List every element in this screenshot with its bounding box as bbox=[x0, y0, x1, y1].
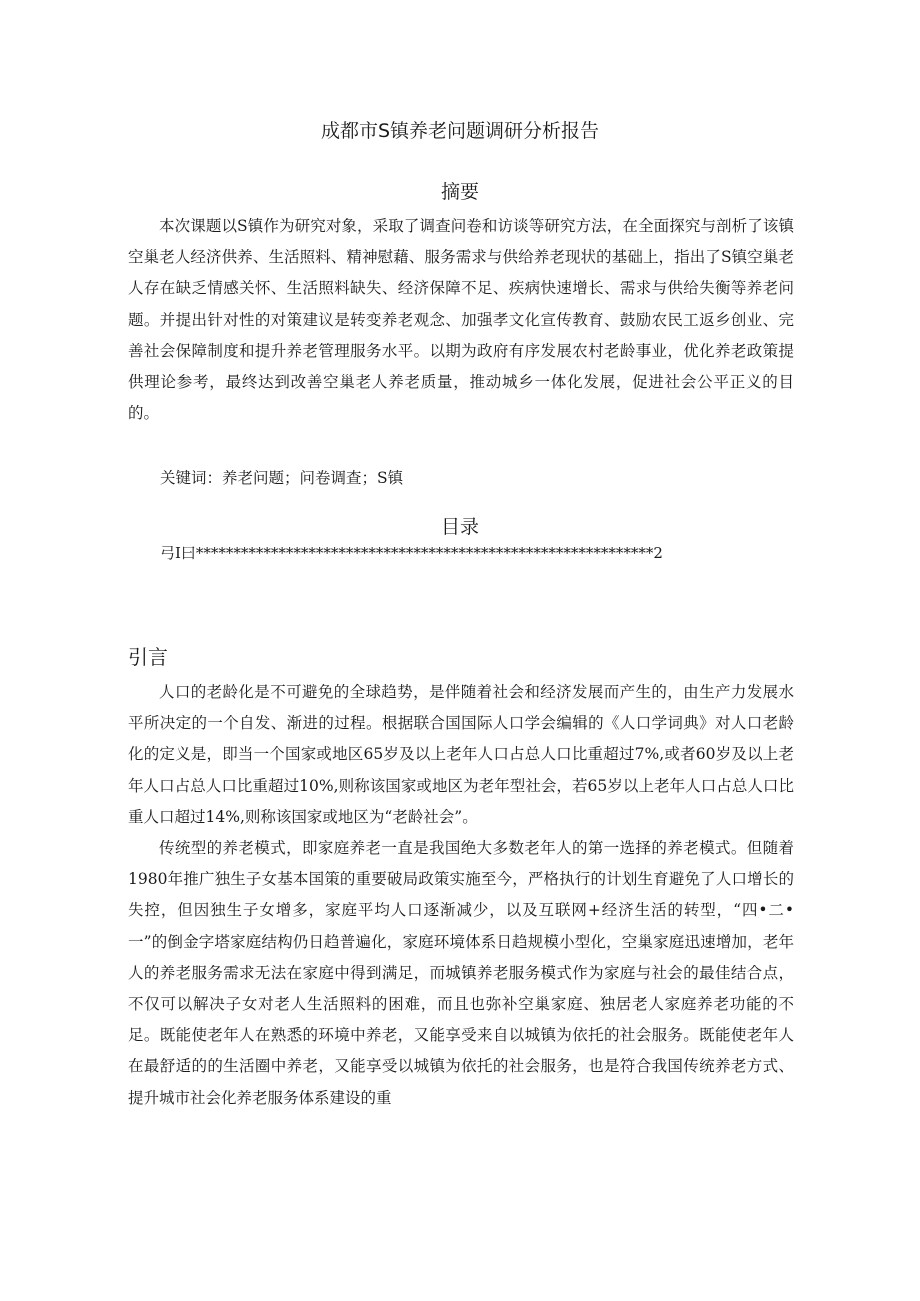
document-title: 成都市S镇养老问题调研分析报告 bbox=[320, 120, 600, 142]
abstract-paragraph: 本次课题以S镇作为研究对象，采取了调查问卷和访谈等研究方法，在全面探究与剖析了该镇空巢老人经济供养、生活照料、精神慰藉、服务需求与供给养老现状的基础上，指出了S镇空巢老人存在缺乏情感关怀、生活照料缺失、经济保障不足、疾病快速增长、需求与供给失衡等养老问题。并提出针对性的对策建议是转变养老观念、加强孝文化宣传教育、鼓励农民工返乡创业、完善社会保障制度和提升养老管理服务水平。以期为政府有序发展农村老龄事业，优化养老政策提供理论参考，最终达到改善空巢老人养老质量，推动城乡一体化发展，促进社会公平正义的目的。 bbox=[128, 217, 794, 423]
introduction-paragraph-2: 传统型的养老模式，即家庭养老一直是我国绝大多数老年人的第一选择的养老模式。但随着1980年推广独生子女基本国策的重要破局政策实施至今，严格执行的计划生育避免了人口增长的失控，但因独生子女增多，家庭平均人口逐渐减少，以及互联网+经济生活的转型，“四•二•一”的倒金字塔家庭结构仍日趋普遍化，家庭环境体系日趋规模小型化，空巢家庭迅速增加，老年人的养老服务需求无法在家庭中得到满足，而城镇养老服务模式作为家庭与社会的最佳结合点，不仅可以解决子女对老人生活照料的困难，而且也弥补空巢家庭、独居老人家庭养老功能的不足。既能使老年人在熟悉的环境中养老，又能享受来自以城镇为依托的社会服务。既能使老年人在最舒适的的生活圈中养老，又能享受以城镇为依托的社会服务，也是符合我国传统养老方式、提升城市社会化养老服务体系建设的重 bbox=[128, 839, 794, 1107]
introduction-body bbox=[128, 677, 794, 1114]
toc-entry-introduction[interactable]: 弓I曰*************************************************************2 bbox=[160, 544, 663, 562]
abstract-body bbox=[128, 211, 794, 429]
introduction-heading: 引言 bbox=[128, 645, 168, 669]
introduction-paragraph-1: 人口的老龄化是不可避免的全球趋势，是伴随着社会和经济发展而产生的，由生产力发展水平所决定的一个自发、渐进的过程。根据联合国国际人口学会编辑的《人口学词典》对人口老龄化的定义是，即当一个国家或地区65岁及以上老年人口占总人口比重超过7%,或者60岁及以上老年人口占总人口比重超过10%,则称该国家或地区为老年型社会，若65岁以上老年人口占总人口比重人口超过14%,则称该国家或地区为“老龄社会”。 bbox=[128, 683, 794, 826]
abstract-heading: 摘要 bbox=[440, 181, 479, 203]
keywords-line: 关键词：养老问题；问卷调查；S镇 bbox=[160, 469, 404, 487]
toc-heading: 目录 bbox=[440, 516, 479, 538]
